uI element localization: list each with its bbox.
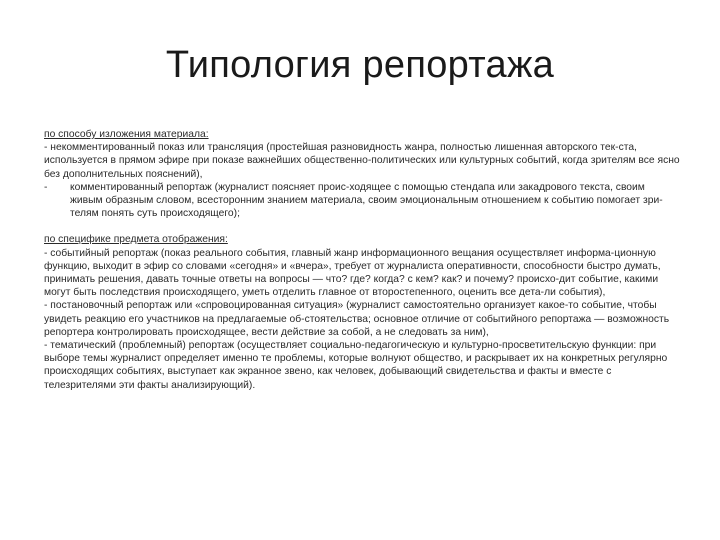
spacer [44, 220, 680, 233]
section-heading-method: по способу изложения материала: [44, 129, 209, 140]
list-item: - некомментированный показ или трансляция (простейшая разновидность жанра, полностью лишенная авторского тек-ста, используется в прямом эфире при показе важнейших общественно-политических или культурных событий, когда зрителям все ясно без дополнительных пояснений), [44, 142, 680, 180]
section-heading-subject: по специфике предмета отображения: [44, 234, 228, 246]
list-item: - событийный репортаж (показ реального события, главный жанр информационного вещания осуществляет информа-ционную функцию, выходит в эфир со словами «сегодня» и «вчера», требует от журналиста оперативности, способности быстро думать, принимать решения, давать точные ответы на вопросы — что? где? когда? с кем? как? и почему? происхо-дит событие, какими могут быть последствия происходящего, уметь отделить главное от второстепенного, оценить все дета-ли события), [44, 247, 661, 299]
slide-title: Типология репортажа [165, 44, 555, 86]
slide-body [44, 128, 680, 392]
list-item [44, 181, 680, 221]
list-item: - постановочный репортаж или «спровоцированная ситуация» (журналист самостоятельно организует какое-то событие, чтобы увидеть реакцию его участников на предлагаемые об-стоятельства; основное отличие от событийного репортажа — возможность репортера контролировать происходящее, вести действие за собой, а не следовать за ним), [44, 300, 670, 338]
bullet-mark: - [44, 181, 48, 193]
list-item: - тематический (проблемный) репортаж (осуществляет социально-педагогическую и культурно-просветительскую функции: при выборе темы журналист определяет именно те проблемы, которые волнуют общество, и раскрывает их на конкретных регулярно происходящих событиях, выступает как экранное звено, как человек, добывающий свидетельства и факты и вместе с телезрителями эти факты анализирующий). [44, 340, 668, 391]
list-item-text: комментированный репортаж (журналист поясняет проис-ходящее с помощью стендапа или закадрового текста, своим живым образным словом, всесторонним знанием материала, своим эмоциональным отношением к событию помогает зри-телям понять суть происходящего); [70, 181, 663, 220]
